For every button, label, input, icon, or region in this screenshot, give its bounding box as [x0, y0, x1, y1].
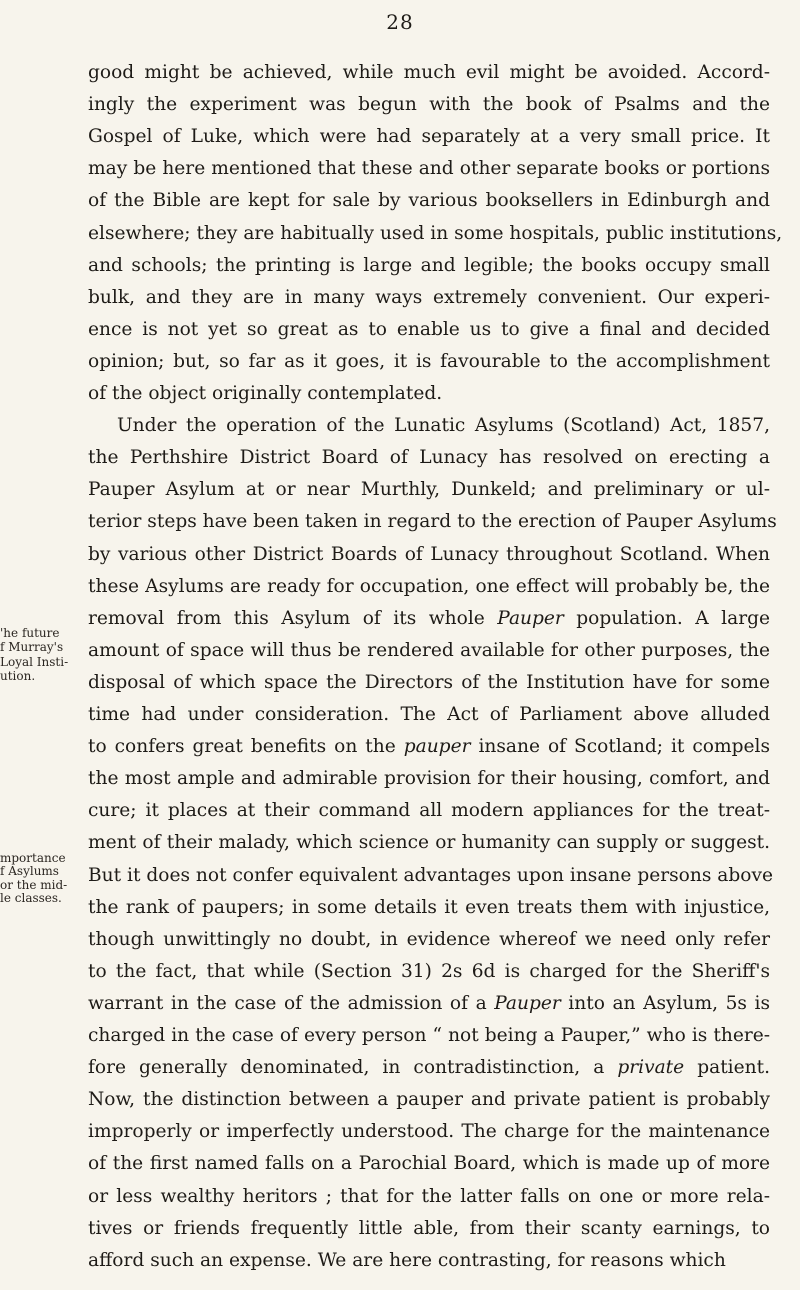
text-line: of the Bible are kept for sale by various booksellers in Edinburgh and: [88, 190, 770, 212]
line-text: to confers great benefits on the: [88, 736, 404, 758]
text-line: disposal of which space the Directors of the Institution have for some: [88, 671, 770, 693]
page-number: 28: [386, 10, 414, 34]
text-line: the rank of paupers; in some details it even treats them with injustice,: [88, 896, 770, 918]
margin-note-line: le classes.: [0, 891, 62, 905]
text-line: of the object originally contemplated.: [88, 383, 443, 404]
italic-word: private: [617, 1057, 685, 1079]
text-line: though unwittingly no doubt, in evidence whereof we need only refer: [88, 928, 770, 950]
text-line: terior steps have been taken in regard to the erection of Pauper Asylums: [88, 511, 777, 533]
text-line: bulk, and they are in many ways extremely convenient. Our experi-: [88, 286, 770, 308]
line-text: population. A large: [563, 607, 770, 629]
italic-word: Pauper: [497, 607, 564, 629]
margin-note-line: Loyal Insti-: [0, 655, 69, 669]
text-line: improperly or imperfectly understood. The charge for the maintenance: [88, 1121, 770, 1143]
margin-note-line: 'he future: [0, 626, 60, 640]
line-text: into an Asylum, 5s is: [560, 992, 770, 1014]
text-line: may be here mentioned that these and other separate books or portions: [88, 158, 770, 180]
text-line: [88, 603, 770, 635]
line-text: removal from this Asylum of its whole: [88, 607, 498, 629]
italic-word: Pauper: [494, 992, 561, 1014]
text-line: to the fact, that while (Section 31) 2s 6d is charged for the Sheriff's: [88, 960, 770, 982]
margin-note-line: mportance: [0, 851, 66, 865]
text-line: charged in the case of every person “ not being a Pauper,” who is there-: [88, 1025, 770, 1046]
text-line: Under the operation of the Lunatic Asylums (Scotland) Act, 1857,: [117, 415, 770, 437]
italic-word: pauper: [403, 736, 471, 758]
text-line: and schools; the printing is large and legible; the books occupy small: [88, 254, 770, 276]
line-text: warrant in the case of the admission of a: [88, 992, 495, 1014]
text-line: elsewhere; they are habitually used in some hospitals, public institutions,: [88, 222, 783, 244]
margin-note-line: f Asylums: [0, 864, 59, 878]
text-line: time had under consideration. The Act of Parliament above alluded: [88, 704, 770, 725]
line-text: insane of Scotland; it compels: [470, 736, 770, 758]
text-line: opinion; but, so far as it goes, it is favourable to the accomplishment: [88, 350, 770, 372]
text-line: Now, the distinction between a pauper and private patient is probably: [88, 1089, 770, 1111]
text-line: or less wealthy heritors ; that for the latter falls on one or more rela-: [88, 1185, 770, 1207]
text-line: cure; it places at their command all modern appliances for the treat-: [88, 800, 770, 822]
text-line: Gospel of Luke, which were had separately at a very small price. It: [88, 126, 770, 148]
text-line: the Perthshire District Board of Lunacy has resolved on erecting a: [88, 447, 770, 469]
line-text: fore generally denominated, in contradistinction, a: [88, 1057, 618, 1079]
text-line: [88, 731, 770, 763]
text-line: [88, 988, 770, 1020]
text-line: ingly the experiment was begun with the book of Psalms and the: [88, 94, 770, 116]
text-line: ment of their malady, which science or humanity can supply or suggest.: [88, 832, 770, 854]
text-line: afford such an expense. We are here contrasting, for reasons which: [88, 1249, 726, 1271]
text-line: the most ample and admirable provision for their housing, comfort, and: [88, 768, 770, 790]
text-line: of the first named falls on a Parochial Board, which is made up of more: [88, 1153, 770, 1175]
margin-note-line: ution.: [0, 669, 36, 683]
text-line: amount of space will thus be rendered available for other purposes, the: [88, 639, 770, 661]
text-line: But it does not confer equivalent advantages upon insane persons above: [88, 864, 773, 886]
text-line: these Asylums are ready for occupation, one effect will probably be, the: [88, 575, 770, 597]
line-text: patient.: [684, 1057, 770, 1079]
margin-note-line: f Murray's: [0, 640, 64, 654]
text-line: good might be achieved, while much evil might be avoided. Accord-: [88, 62, 770, 83]
text-line: Pauper Asylum at or near Murthly, Dunkeld; and preliminary or ul-: [88, 479, 770, 501]
text-line: by various other District Boards of Lunacy throughout Scotland. When: [88, 543, 770, 565]
margin-note-line: or the mid-: [0, 878, 68, 892]
text-line: tives or friends frequently little able, from their scanty earnings, to: [88, 1217, 770, 1239]
text-line: ence is not yet so great as to enable us to give a final and decided: [88, 318, 770, 340]
text-line: [88, 1052, 770, 1084]
